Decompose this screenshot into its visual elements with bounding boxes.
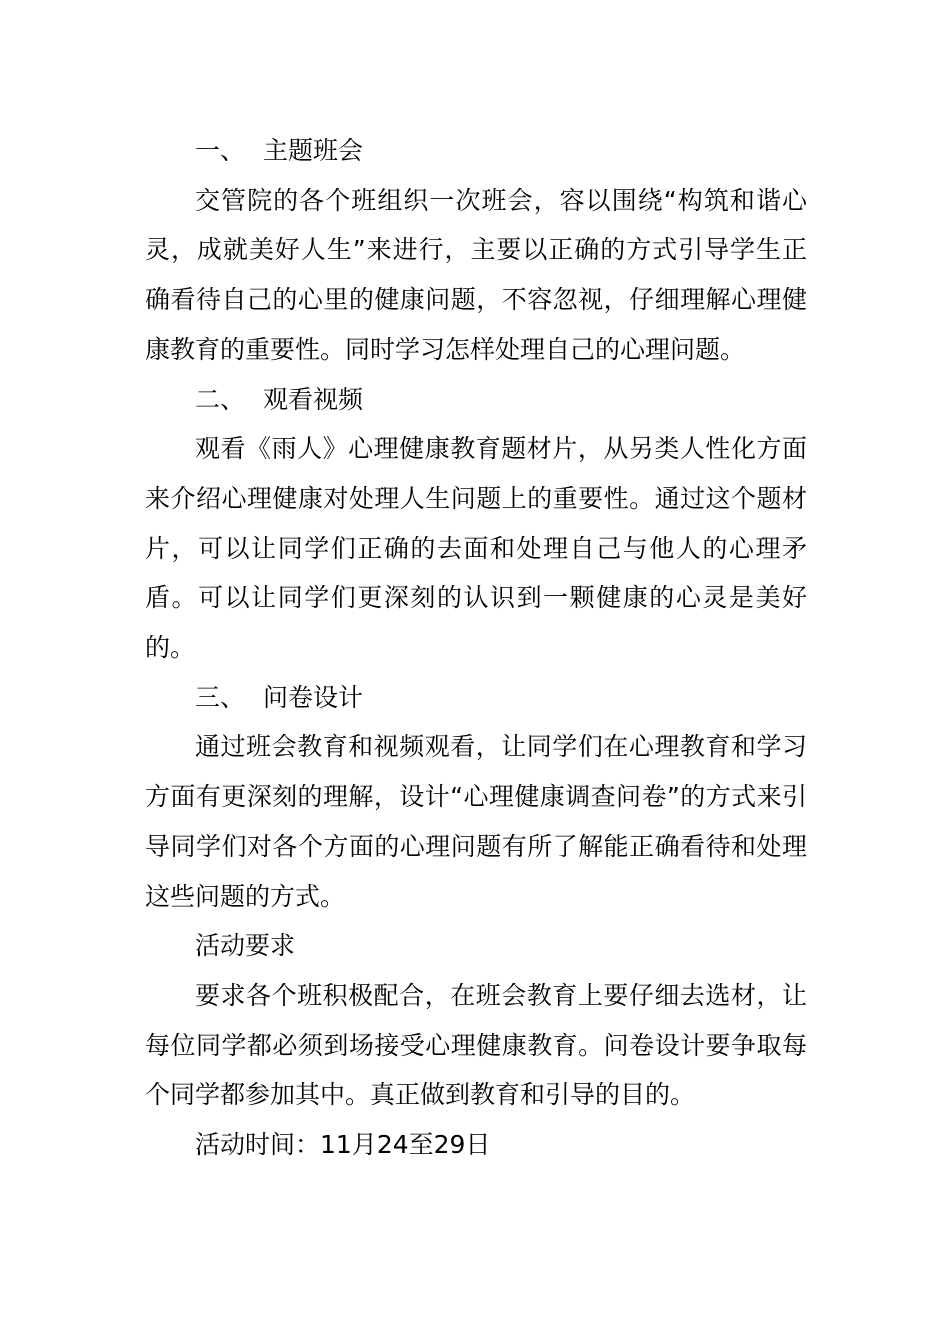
section-paragraph-2: 观看《雨人》心理健康教育题材片，从另类人性化方面来介绍心理健康对处理人生问题上的重要性。通过这个题材片，可以让同学们正确的去面和处理自己与他人的心理矛盾。可以让同学们更深刻的认识到一颗健康的心灵是美好的。 [145,434,807,663]
requirements-heading: 活动要求 [195,931,296,961]
schedule-line [145,1120,807,1170]
section-title-2: 观看视频 [263,384,364,414]
section-number-3: 三、 [195,682,246,712]
schedule-label: 活动时间： [195,1130,321,1160]
requirements-paragraph: 要求各个班积极配合，在班会教育上要仔细去选材，让每位同学都必须到场接受心理健康教育。问卷设计要争取每个同学都参加其中。真正做到教育和引导的目的。 [145,980,807,1110]
section-heading-1 [145,126,807,176]
section-number-1: 一、 [195,136,246,165]
section-paragraph-1: 交管院的各个班组织一次班会，容以围绕“构筑和谐心灵，成就美好人生”来进行，主要以正确的方式引导学生正确看待自己的心里的健康问题，不容忽视，仔细理解心理健康教育的重要性。同时学习怎样处理自己的心理问题。 [145,185,807,364]
document-body [145,126,807,1170]
schedule-value: 11月24至29日 [320,1130,491,1160]
section-number-2: 二、 [195,384,246,414]
section-heading-2 [145,375,807,425]
section-heading-3 [145,673,807,723]
section-title-1: 主题班会 [263,136,364,165]
section-title-3: 问卷设计 [263,682,364,712]
section-paragraph-3: 通过班会教育和视频观看，让同学们在心理教育和学习方面有更深刻的理解，设计“心理健康调查问卷”的方式来引导同学们对各个方面的心理问题有所了解能正确看待和处理这些问题的方式。 [145,732,807,911]
